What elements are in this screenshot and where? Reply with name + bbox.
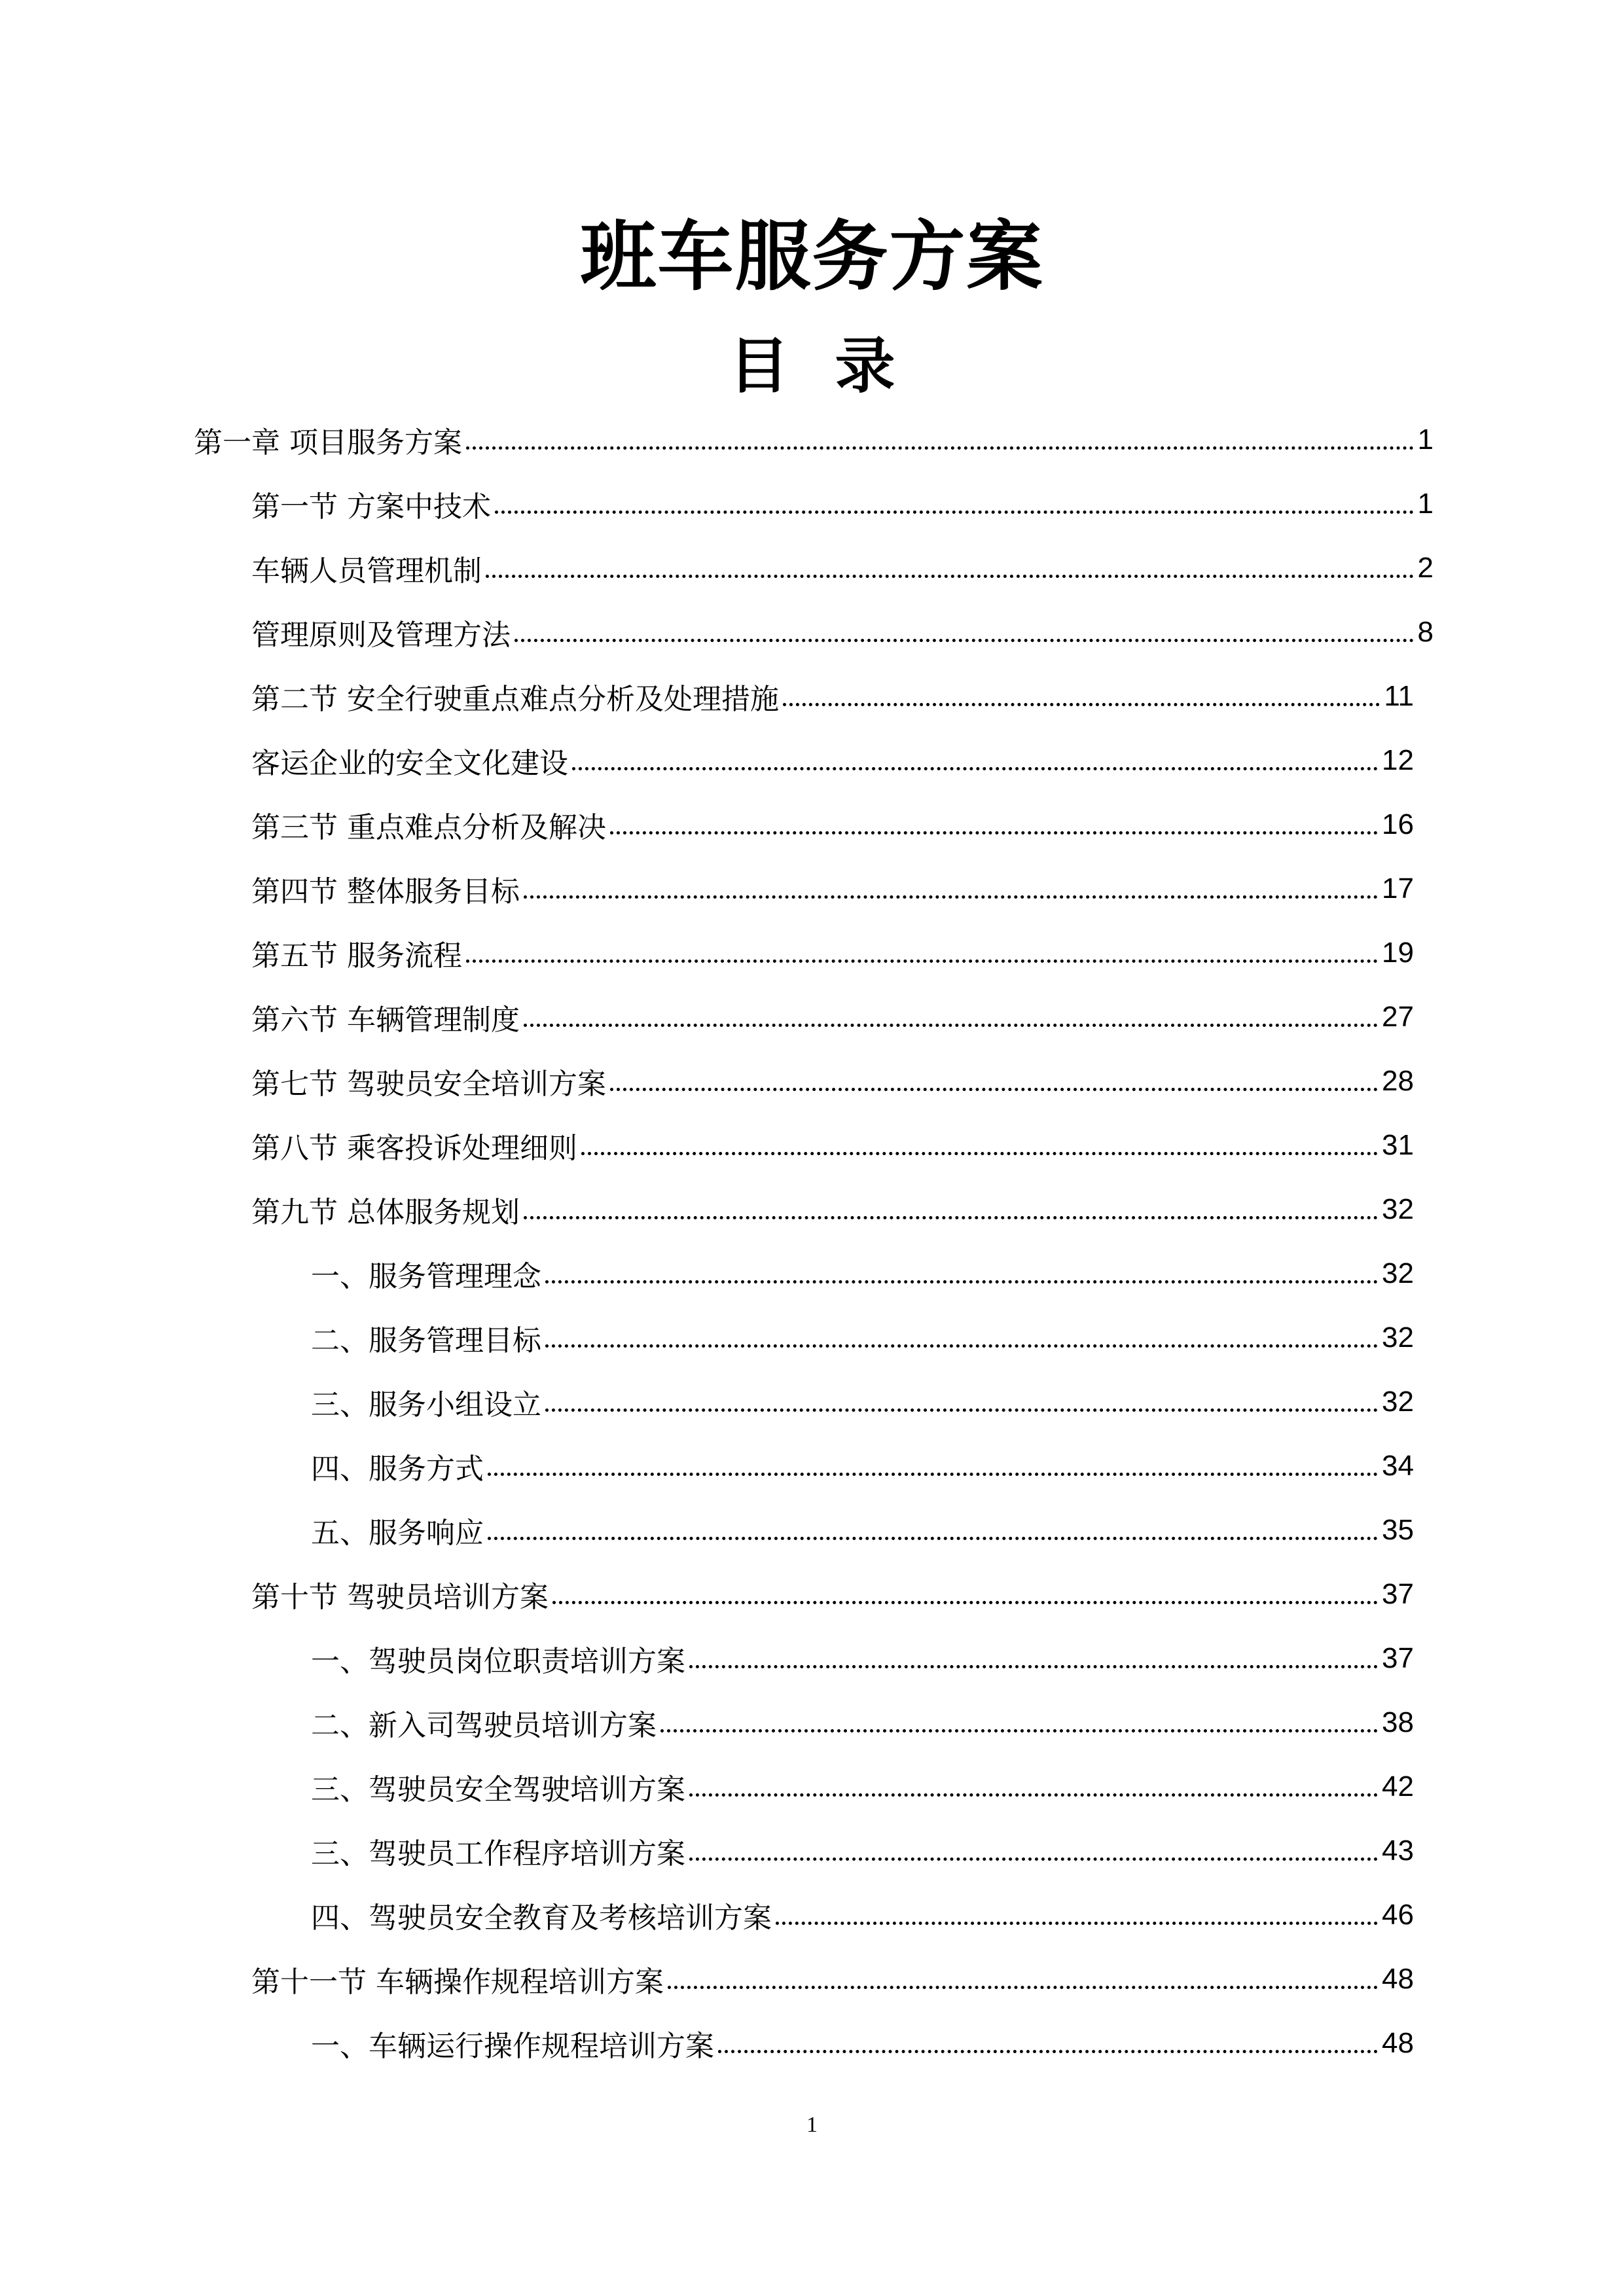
toc-entry-page: 1 [1417,423,1434,456]
dot-leader [514,639,1414,642]
toc-entry-text: 第六节 车辆管理制度 [251,1003,520,1037]
dot-leader [524,895,1378,899]
dot-leader [776,1922,1378,1925]
toc-entry-text: 第一节 方案中技术 [251,490,491,524]
toc-entry[interactable] [0,1242,1624,1306]
toc-entry-text: 一、驾驶员岗位职责培训方案 [311,1645,685,1678]
dot-leader [545,1280,1378,1283]
toc-entry-page: 27 [1382,1001,1414,1033]
dot-leader [488,1473,1378,1476]
toc-entry-text: 二、新入司驾驶员培训方案 [311,1709,657,1742]
toc-entry-text: 第五节 服务流程 [251,939,462,973]
dot-leader [581,1152,1378,1155]
dot-leader [524,1024,1378,1027]
toc-entry-text: 第八节 乘客投诉处理细则 [251,1132,577,1165]
toc-entry[interactable] [0,472,1624,536]
toc-entry-page: 28 [1382,1065,1414,1097]
dot-leader [718,2050,1378,2053]
toc-entry-page: 1 [1417,488,1434,520]
toc-entry[interactable] [0,408,1624,472]
toc-entry[interactable] [0,1626,1624,1691]
toc-entry-page: 48 [1382,1963,1414,1995]
toc-entry[interactable] [0,1562,1624,1626]
toc-entry-text: 第九节 总体服务规划 [251,1196,520,1229]
toc-entry-page: 16 [1382,808,1414,840]
toc-entry[interactable] [0,1498,1624,1562]
toc-entry-text: 第二节 安全行驶重点难点分析及处理措施 [251,683,779,716]
table-of-contents [0,408,1624,2075]
dot-leader [545,1408,1378,1412]
dot-leader [572,767,1378,770]
toc-entry-page: 34 [1382,1450,1414,1482]
toc-entry[interactable] [0,1755,1624,1819]
toc-entry[interactable] [0,1113,1624,1177]
toc-heading: 目录 [729,331,941,401]
dot-leader [783,703,1380,706]
toc-entry-text: 第七节 驾驶员安全培训方案 [251,1067,606,1101]
toc-entry-text: 第四节 整体服务目标 [251,875,520,908]
toc-entry-page: 38 [1382,1706,1414,1738]
toc-entry[interactable] [0,1883,1624,1947]
toc-entry-text: 四、驾驶员安全教育及考核培训方案 [311,1901,772,1935]
dot-leader [545,1344,1378,1348]
document-title: 班车服务方案 [580,213,1044,301]
toc-entry[interactable] [0,1177,1624,1242]
toc-entry[interactable] [0,1370,1624,1434]
toc-entry[interactable] [0,536,1624,600]
toc-entry-page: 35 [1382,1514,1414,1546]
toc-entry-text: 三、驾驶员安全驾驶培训方案 [311,1773,685,1806]
toc-entry-text: 车辆人员管理机制 [251,554,482,588]
toc-entry-page: 2 [1417,552,1434,584]
toc-entry[interactable] [0,985,1624,1049]
toc-entry-page: 31 [1382,1129,1414,1161]
toc-entry-text: 一、服务管理理念 [311,1260,541,1293]
dot-leader [610,831,1378,834]
dot-leader [486,575,1414,578]
toc-entry[interactable] [0,793,1624,857]
toc-entry-page: 32 [1382,1193,1414,1225]
toc-entry-text: 二、服务管理目标 [311,1324,541,1357]
toc-entry-text: 四、服务方式 [311,1452,484,1486]
dot-leader [488,1537,1378,1540]
toc-entry-page: 32 [1382,1386,1414,1418]
toc-entry-text: 三、驾驶员工作程序培训方案 [311,1837,685,1871]
toc-entry[interactable] [0,600,1624,664]
toc-entry[interactable] [0,857,1624,921]
toc-entry[interactable] [0,1434,1624,1498]
toc-entry-page: 37 [1382,1578,1414,1610]
dot-leader [668,1986,1378,1989]
toc-entry[interactable] [0,921,1624,985]
toc-entry-page: 48 [1382,2027,1414,2059]
toc-entry-page: 12 [1382,744,1414,776]
toc-entry-page: 43 [1382,1835,1414,1867]
toc-entry-page: 32 [1382,1257,1414,1289]
toc-entry-page: 37 [1382,1642,1414,1674]
toc-entry[interactable] [0,1691,1624,1755]
dot-leader [524,1216,1378,1219]
toc-entry[interactable] [0,1306,1624,1370]
dot-leader [610,1088,1378,1091]
dot-leader [689,1857,1378,1861]
toc-entry[interactable] [0,1947,1624,2011]
toc-entry[interactable] [0,1049,1624,1113]
dot-leader [466,960,1378,963]
dot-leader [689,1793,1378,1797]
toc-entry-page: 32 [1382,1321,1414,1354]
toc-entry-text: 三、服务小组设立 [311,1388,541,1422]
toc-entry-page: 17 [1382,872,1414,905]
toc-entry[interactable] [0,728,1624,793]
toc-entry-text: 客运企业的安全文化建设 [251,747,568,780]
dot-leader [495,511,1414,514]
dot-leader [689,1665,1378,1668]
page-number: 1 [806,2113,818,2137]
toc-entry-page: 11 [1384,680,1414,712]
toc-entry-text: 一、车辆运行操作规程培训方案 [311,2030,714,2063]
toc-entry[interactable] [0,2011,1624,2075]
toc-entry-text: 第十一节 车辆操作规程培训方案 [251,1965,664,1999]
toc-entry[interactable] [0,664,1624,728]
toc-entry-text: 第三节 重点难点分析及解决 [251,811,606,844]
dot-leader [466,446,1414,450]
toc-entry-page: 19 [1382,937,1414,969]
toc-entry-text: 第十节 驾驶员培训方案 [251,1581,549,1614]
toc-entry-page: 46 [1382,1899,1414,1931]
toc-entry-page: 42 [1382,1770,1414,1803]
toc-entry-text: 管理原则及管理方法 [251,619,511,652]
dot-leader [660,1729,1378,1732]
toc-entry-text: 第一章 项目服务方案 [194,426,462,459]
toc-entry-text: 五、服务响应 [311,1516,484,1550]
toc-entry-page: 8 [1417,616,1434,648]
dot-leader [552,1601,1378,1604]
toc-entry[interactable] [0,1819,1624,1883]
